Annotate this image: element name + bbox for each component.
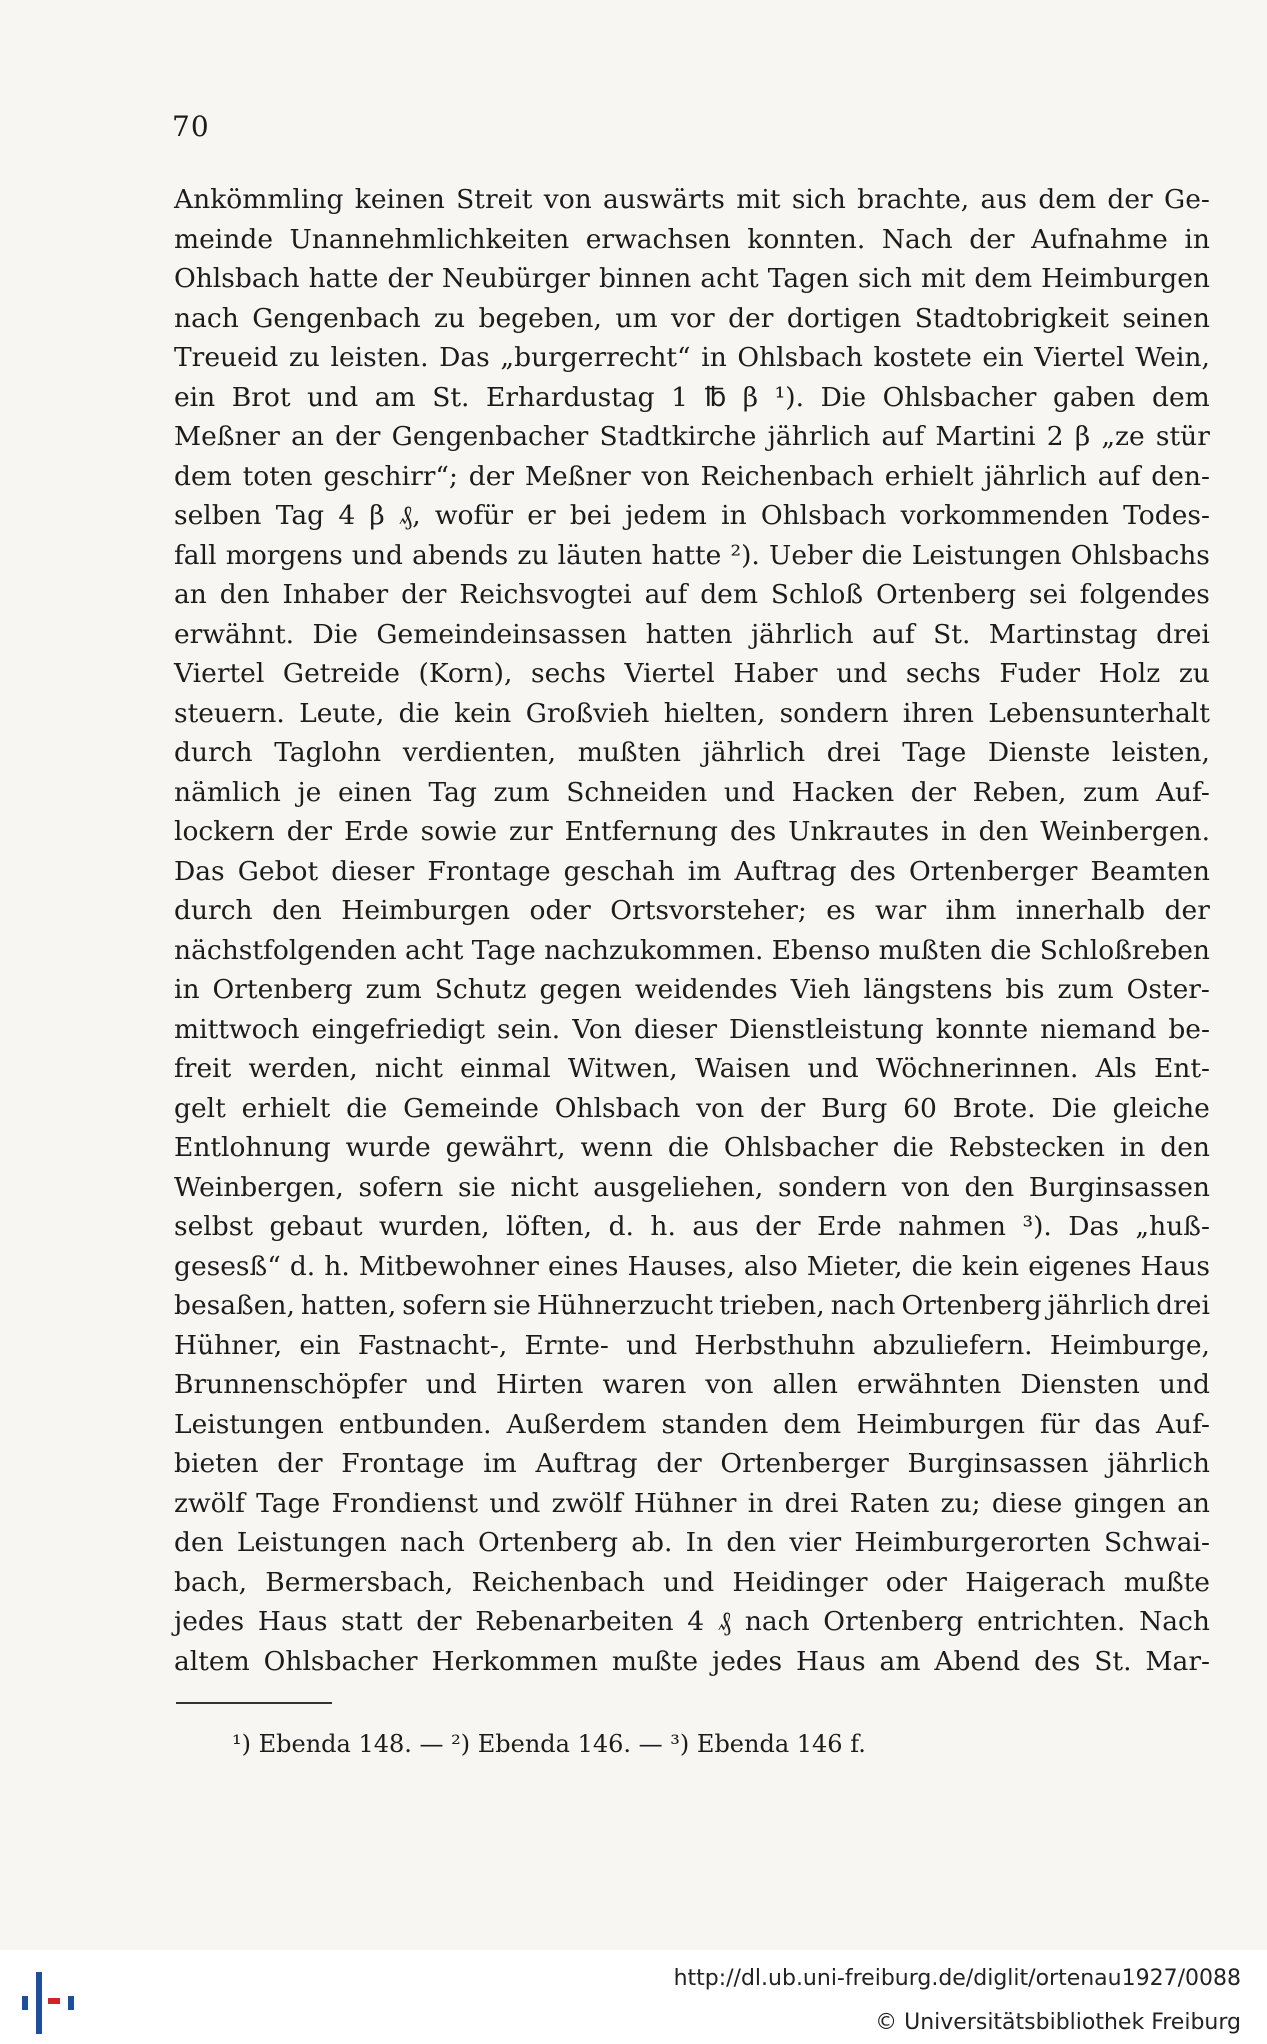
text-line: ein Brot und am St. Erhardustag 1 ℔ β ¹). Die Ohlsbacher gaben dem [174, 381, 1210, 413]
text-line: jedes Haus statt der Rebenarbeiten 4 ₰ nach Ortenberg entrichten. Nach [174, 1606, 1210, 1637]
page-number: 70 [172, 110, 210, 143]
text-line: Das Gebot dieser Frontage geschah im Auftrag des Ortenberger Beamten [174, 855, 1210, 887]
text-line: bieten der Frontage im Auftrag der Ortenberger Burginsassen jährlich [174, 1448, 1210, 1479]
footnotes: ¹) Ebenda 148. — ²) Ebenda 146. — ³) Ebenda 146 f. [232, 1730, 866, 1758]
text-line: selbst gebaut wurden, löften, d. h. aus der Erde nahmen ³). Das „huß- [174, 1211, 1210, 1242]
text-line: bach, Bermersbach, Reichenbach und Heidinger oder Haigerach mußte [174, 1566, 1210, 1598]
text-line: Brunnenschöpfer und Hirten waren von allen erwähnten Diensten und [174, 1369, 1210, 1400]
text-line: Viertel Getreide (Korn), sechs Viertel Haber und sechs Fuder Holz zu [174, 658, 1210, 689]
text-line: meinde Unannehmlichkeiten erwachsen konnten. Nach der Aufnahme in [174, 223, 1210, 255]
copyright-notice: © Universitätsbibliothek Freiburg [875, 2010, 1241, 2035]
viewer-footer [0, 1950, 1267, 2044]
body-text [174, 180, 1210, 1681]
text-line: den Leistungen nach Ortenberg ab. In den vier Heimburgerorten Schwai- [174, 1527, 1210, 1558]
text-line: durch den Heimburgen oder Ortsvorsteher; es war ihm innerhalb der [174, 895, 1210, 926]
text-line: dem toten geschirr“; der Meßner von Reichenbach erhielt jährlich auf den- [174, 460, 1210, 492]
text-line: steuern. Leute, die kein Großvieh hielten, sondern ihren Lebensunterhalt [174, 697, 1210, 729]
text-line: Ohlsbach hatte der Neubürger binnen acht Tagen sich mit dem Heimburgen [174, 263, 1210, 294]
text-line: an den Inhaber der Reichsvogtei auf dem Schloß Ortenberg sei folgendes [174, 579, 1210, 610]
text-line: nächstfolgenden acht Tage nachzukommen. Ebenso mußten die Schloßreben [174, 934, 1210, 966]
text-line: Treueid zu leisten. Das „burgerrecht“ in Ohlsbach kostete ein Viertel Wein, [174, 342, 1210, 373]
text-line: Leistungen entbunden. Außerdem standen dem Heimburgen für das Auf- [174, 1408, 1210, 1440]
ub-freiburg-logo-icon [10, 1952, 84, 2042]
text-line: Meßner an der Gengenbacher Stadtkirche jährlich auf Martini 2 β „ze stür [174, 421, 1210, 452]
text-line: selben Tag 4 β ₰, wofür er bei jedem in Ohlsbach vorkommenden Todes- [174, 500, 1210, 531]
text-line: gelt erhielt die Gemeinde Ohlsbach von der Burg 60 Brote. Die gleiche [174, 1092, 1210, 1124]
text-line: besaßen, hatten, sofern sie Hühnerzucht trieben, nach Ortenberg jährlich drei [174, 1290, 1210, 1321]
text-line: nämlich je einen Tag zum Schneiden und Hacken der Reben, zum Auf- [174, 776, 1210, 808]
text-line: gesesß“ d. h. Mitbewohner eines Hauses, also Mieter, die kein eigenes Haus [174, 1250, 1210, 1282]
document-url-link[interactable]: http://dl.ub.uni-freiburg.de/diglit/ortenau1927/0088 [673, 1966, 1241, 1991]
text-line: altem Ohlsbacher Herkommen mußte jedes Haus am Abend des St. Mar- [174, 1645, 1210, 1677]
text-line: nach Gengenbach zu begeben, um vor der dortigen Stadtobrigkeit seinen [174, 302, 1210, 334]
text-line: Entlohnung wurde gewährt, wenn die Ohlsbacher die Rebstecken in den [174, 1132, 1210, 1163]
text-line: erwähnt. Die Gemeindeinsassen hatten jährlich auf St. Martinstag drei [174, 618, 1210, 650]
footnote-separator [176, 1702, 332, 1704]
text-line: lockern der Erde sowie zur Entfernung des Unkrautes in den Weinbergen. [174, 816, 1210, 847]
text-line: in Ortenberg zum Schutz gegen weidendes Vieh längstens bis zum Oster- [174, 974, 1210, 1005]
text-line: mittwoch eingefriedigt sein. Von dieser Dienstleistung konnte niemand be- [174, 1013, 1210, 1045]
text-line: freit werden, nicht einmal Witwen, Waisen und Wöchnerinnen. Als Ent- [174, 1053, 1210, 1084]
text-line: zwölf Tage Frondienst und zwölf Hühner in drei Raten zu; diese gingen an [174, 1487, 1210, 1519]
text-line: Ankömmling keinen Streit von auswärts mit sich brachte, aus dem der Ge- [174, 184, 1210, 215]
text-line: Hühner, ein Fastnacht-, Ernte- und Herbsthuhn abzuliefern. Heimburge, [174, 1329, 1210, 1361]
text-line: Weinbergen, sofern sie nicht ausgeliehen, sondern von den Burginsassen [174, 1171, 1210, 1203]
text-line: fall morgens und abends zu läuten hatte ²). Ueber die Leistungen Ohlsbachs [174, 539, 1210, 571]
text-line: durch Taglohn verdienten, mußten jährlich drei Tage Dienste leisten, [174, 737, 1210, 768]
